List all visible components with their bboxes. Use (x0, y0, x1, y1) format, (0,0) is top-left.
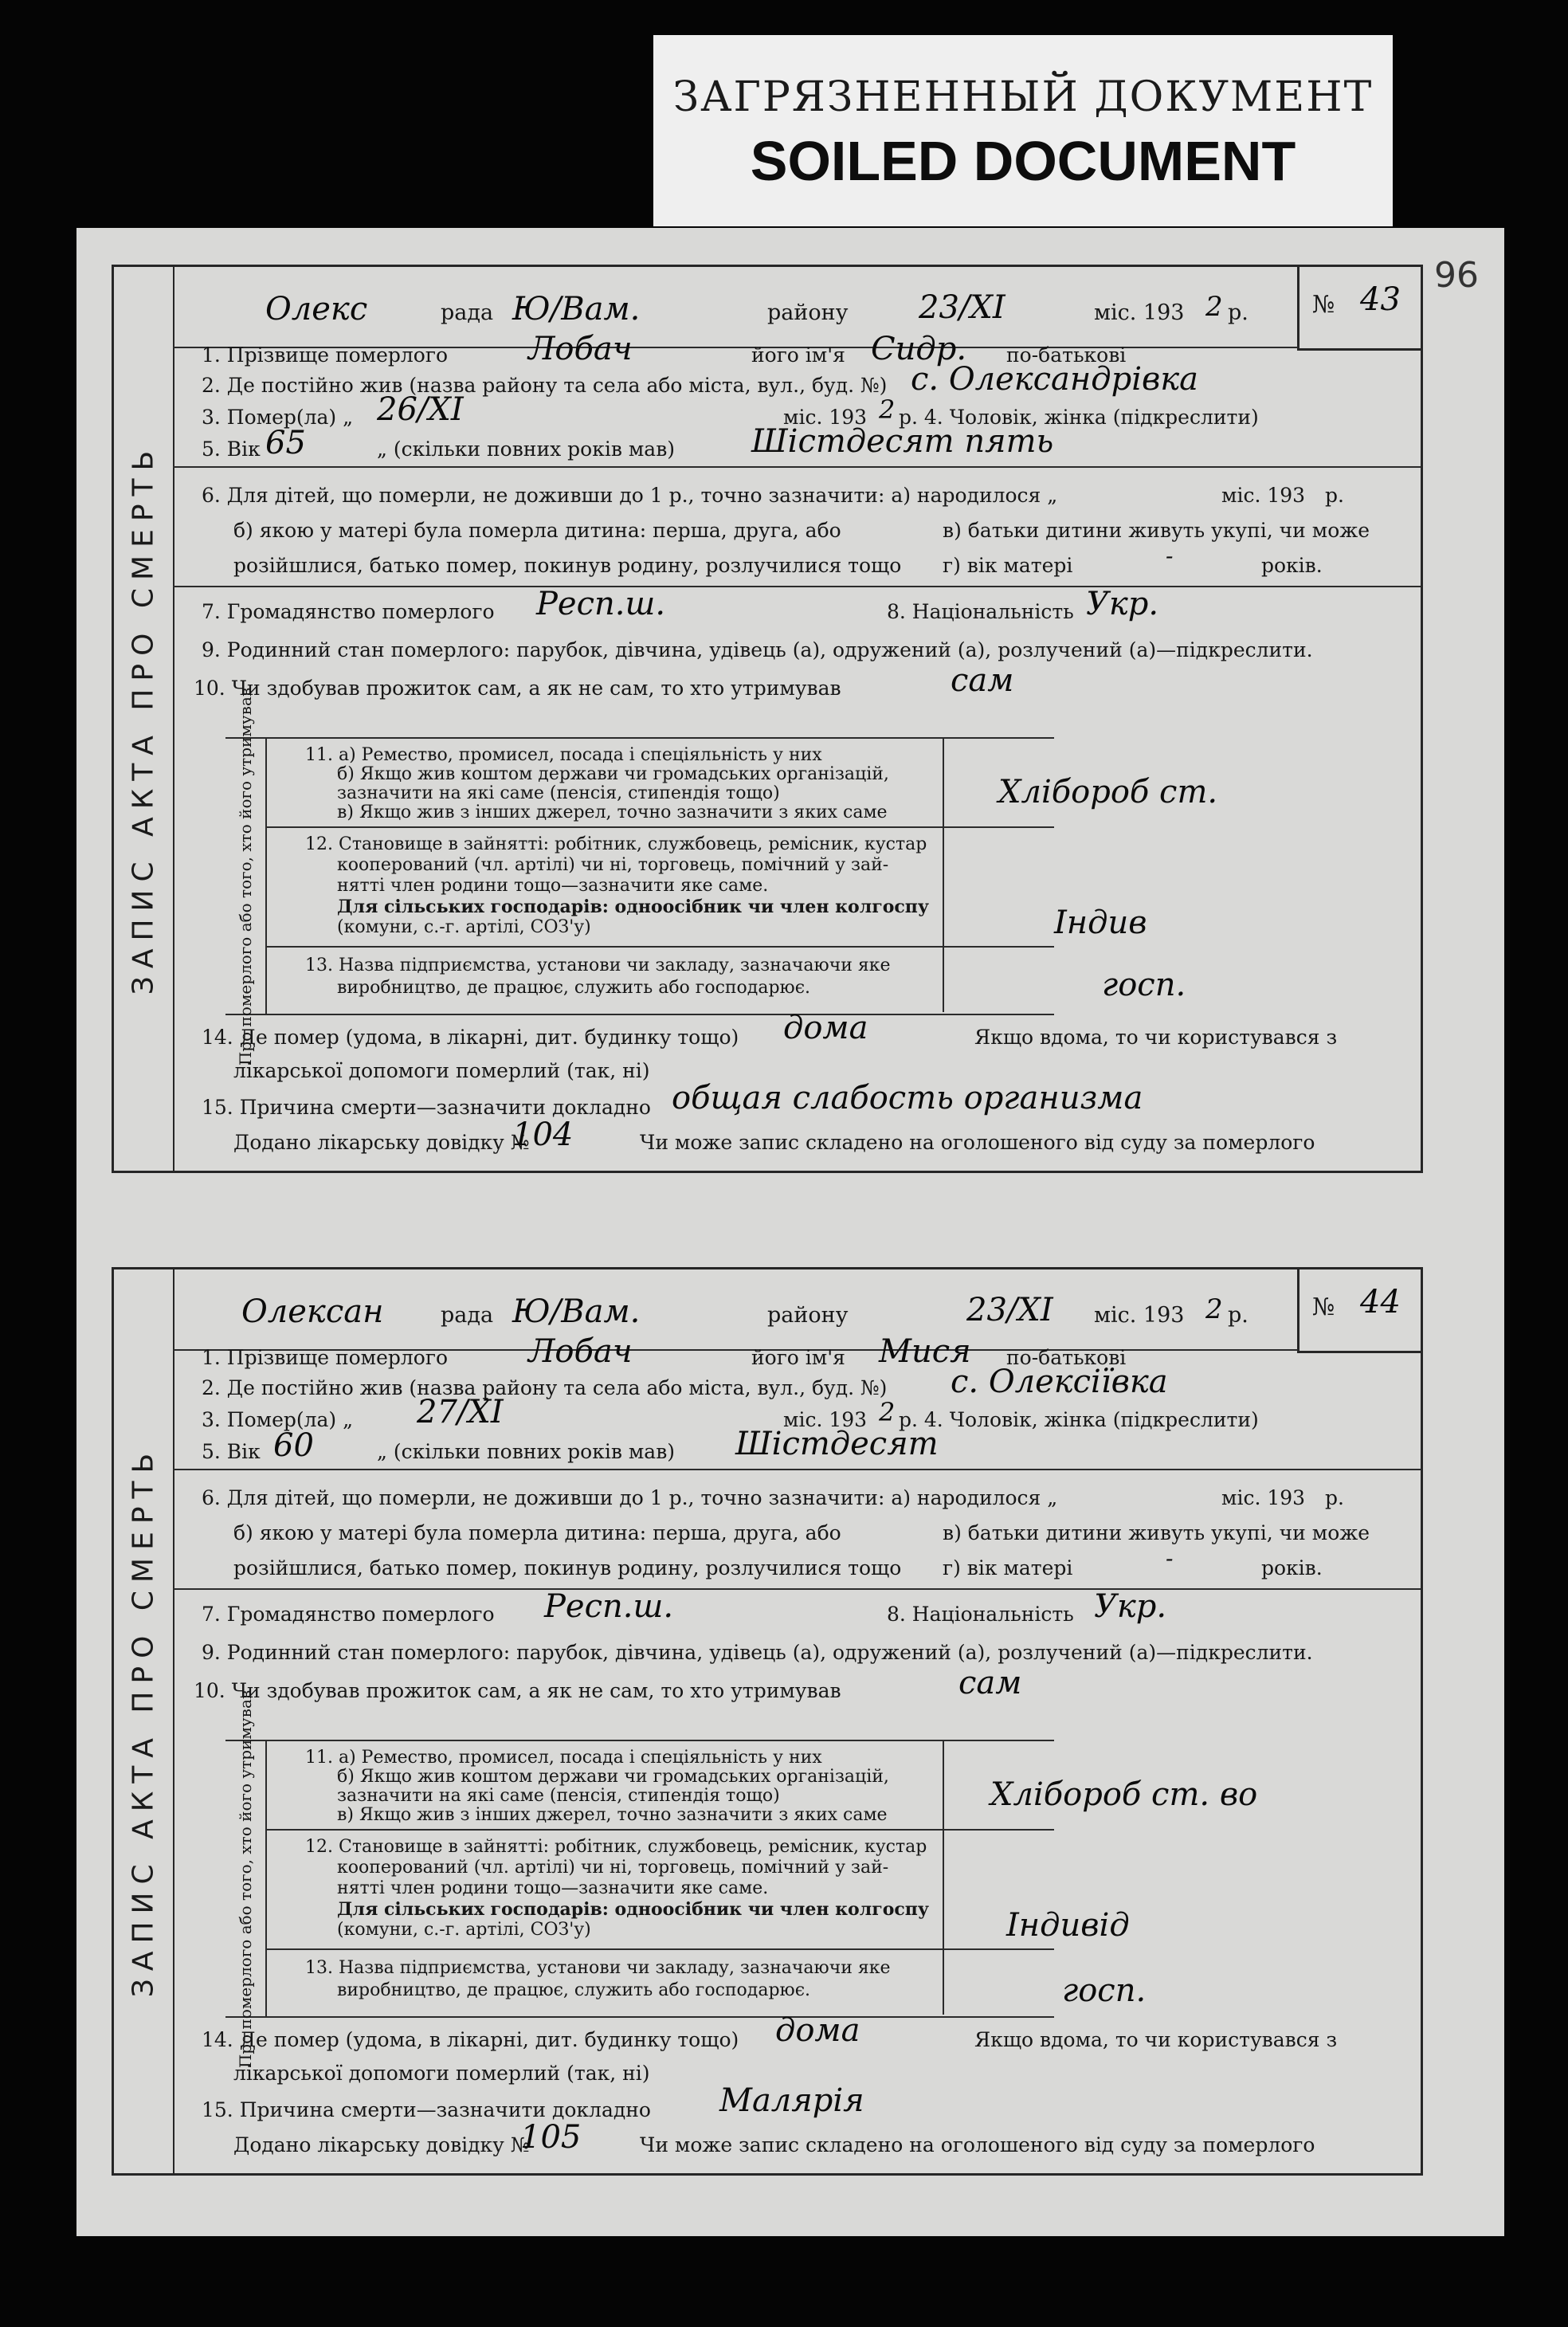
q1-patronymic-label: по-батькові (1006, 343, 1127, 367)
side-title: ЗАПИС АКТА ПРО СМЕРТЬ (127, 442, 160, 995)
address-value: с. Олександрівка (911, 361, 1199, 398)
citizenship-value: Респ.ш. (544, 1588, 674, 1625)
q14-medical-label: лікарської допомоги померлий (так, ні) (233, 2062, 650, 2085)
q7-citizenship-label: 7. Громадянство померлого (202, 1603, 495, 1626)
year-digit: 2 (1205, 291, 1223, 323)
q10-support-label: 10. Чи здобував прожиток сам, а як не сам, то хто утримував (194, 1679, 841, 1702)
q6b-parents-label: в) батьки дитини живуть укупі, чи може (943, 1521, 1370, 1544)
supported-by-value: сам (951, 662, 1014, 699)
q11-line-2: б) Якщо жив коштом держави чи громадських організацій, (337, 764, 889, 784)
q3-month-label: міс. 193 (783, 1408, 868, 1431)
side-title-column (114, 1269, 174, 2173)
month-year-label: міс. 193 (1094, 300, 1185, 325)
q2-address-label: 2. Де постійно жив (назва району та села або міста, вул., буд. №) (202, 1376, 888, 1399)
q9-marital-label: 9. Родинний стан померлого: парубок, дівчина, удівець (а), одружений (а), розлучений (а)—підкреслити. (202, 638, 1313, 661)
surname-value: Лобач (528, 1333, 633, 1370)
q5-age-label: 5. Вік (202, 438, 261, 461)
death-record-form-2 (112, 1267, 1423, 2176)
q11-line-2: б) Якщо жив коштом держави чи громадських організацій, (337, 1767, 889, 1787)
number-sign: № (1312, 291, 1335, 319)
q4-sex-label: р. 4. Чоловік, жінка (підкреслити) (899, 406, 1259, 429)
q12-line-3: нятті член родини тощо—зазначити яке саме. (337, 876, 769, 896)
q6c-label: розійшлися, батько помер, покинув родину, розлучилися тощо (233, 1556, 902, 1579)
q13-line-1: 13. Назва підприємства, установи чи закладу, зазначаючи яке (305, 956, 891, 975)
raion-value: Ю/Вам. (512, 1293, 641, 1330)
record-number-box (1297, 267, 1421, 351)
label-english: SOILED DOCUMENT (750, 130, 1296, 192)
q6c-mother-age-label: г) вік матері (943, 554, 1073, 577)
side-title: ЗАПИС АКТА ПРО СМЕРТЬ (127, 1445, 160, 1998)
q16-court-label: Чи може запис складено на оголошеного від суду за померлого (640, 1131, 1315, 1154)
q10-support-label: 10. Чи здобував прожиток сам, а як не сам, то хто утримував (194, 677, 841, 700)
record-date: 23/XI (966, 1292, 1053, 1328)
q11-line-4: в) Якщо жив з інших джерел, точно зазначити з яких саме (337, 1805, 888, 1825)
q9-marital-label: 9. Родинний стан померлого: парубок, дівчина, удівець (а), одружений (а), розлучений (а)—підкреслити. (202, 1641, 1313, 1664)
death-year-digit: 2 (879, 1397, 896, 1427)
q7-citizenship-label: 7. Громадянство померлого (202, 600, 495, 623)
death-date-value: 26/XI (377, 391, 464, 428)
q6a-year-label: р. (1325, 1486, 1344, 1509)
q1-name-label: його ім'я (751, 1346, 845, 1369)
q1-surname-label: 1. Прізвище померлого (202, 1346, 448, 1369)
q12-line-1: 12. Становище в зайнятті: робітник, службовець, ремісник, кустар (305, 834, 927, 854)
q6c-mother-age-label: г) вік матері (943, 1556, 1073, 1579)
q12-line-5: (комуни, с.-г. артілі, СОЗ'у) (337, 917, 591, 937)
q13-line-2: виробництво, де працює, служить або господарює. (337, 978, 811, 998)
supported-by-value: сам (958, 1665, 1022, 1701)
q14-place-label: 14. Де помер (удома, в лікарні, дит. будинку тощо) (202, 1026, 739, 1049)
certificate-number: 104 (512, 1116, 574, 1153)
place-of-death-value: дома (775, 2012, 860, 2049)
q11-line-4: в) Якщо жив з інших джерел, точно зазначити з яких саме (337, 802, 888, 822)
q8-nationality-label: 8. Національність (887, 600, 1074, 623)
q6c-years-label: років. (1261, 554, 1323, 577)
q13-line-1: 13. Назва підприємства, установи чи закладу, зазначаючи яке (305, 1958, 891, 1978)
age-words-value: Шістдесят (735, 1426, 939, 1462)
age-words-value: Шістдесят пять (751, 423, 1054, 460)
nationality-value: Укр. (1094, 1588, 1167, 1625)
address-value: с. Олексіївка (951, 1364, 1168, 1400)
q14-home-label: Якщо вдома, то чи користувався з (974, 2028, 1338, 2051)
name-value: Сидр. (871, 331, 967, 367)
q3-death-label: 3. Помер(ла) „ (202, 406, 354, 429)
q14-place-label: 14. Де помер (удома, в лікарні, дит. будинку тощо) (202, 2028, 739, 2051)
q13-line-2: виробництво, де працює, служить або господарює. (337, 1980, 811, 2000)
age-value: 60 (273, 1427, 314, 1464)
q16-court-label: Чи може запис складено на оголошеного від суду за померлого (640, 2133, 1315, 2156)
q11-line-1: 11. а) Ремество, промисел, посада і спеціяльність у них (305, 1748, 822, 1768)
year-suffix: р. (1228, 300, 1249, 325)
surname-value: Лобач (528, 331, 633, 367)
q14-home-label: Якщо вдома, то чи користувався з (974, 1026, 1338, 1049)
position-value: Індив (1054, 905, 1147, 941)
q11-line-3: зазначити на які саме (пенсія, стипендія тощо) (337, 1786, 780, 1806)
q6a-month-label: міс. 193 (1221, 484, 1306, 507)
q15-cause-label: 15. Причина смерти—зазначити докладно (202, 1096, 651, 1119)
rada-value: Олексан (241, 1293, 384, 1330)
record-number-box (1297, 1269, 1421, 1353)
q6a-label: 6. Для дітей, що померли, не доживши до 1 р., точно зазначити: а) народилося „ (202, 484, 1058, 507)
subtable-side-column (225, 687, 267, 1065)
death-date-value: 27/XI (417, 1394, 504, 1430)
raion-value: Ю/Вам. (512, 291, 641, 328)
q1-name-label: його ім'я (751, 343, 845, 367)
side-title-column (114, 267, 174, 1171)
q11-line-1: 11. а) Ремество, промисел, посада і спеціяльність у них (305, 745, 822, 765)
q3-death-label: 3. Помер(ла) „ (202, 1408, 354, 1431)
raion-label: району (767, 300, 849, 325)
rada-label: рада (441, 1303, 494, 1328)
q12-line-4: Для сільських господарів: одноосібник чи член колгоспу (337, 897, 929, 917)
q12-line-1: 12. Становище в зайнятті: робітник, службовець, ремісник, кустар (305, 1837, 927, 1857)
citizenship-value: Респ.ш. (536, 586, 666, 622)
subtable-side-title: Про померлого або того, хто його утримував (236, 687, 255, 1065)
age-value: 65 (265, 425, 306, 461)
rada-value: Олекс (265, 291, 368, 328)
q1-patronymic-label: по-батькові (1006, 1346, 1127, 1369)
q12-line-4: Для сільських господарів: одноосібник чи член колгоспу (337, 1899, 929, 1920)
occupation-value: Хлібороб ст. (998, 774, 1218, 810)
q11-line-3: зазначити на які саме (пенсія, стипендія тощо) (337, 783, 780, 803)
record-number: 44 (1360, 1284, 1401, 1320)
year-suffix: р. (1228, 1303, 1249, 1328)
year-digit: 2 (1205, 1293, 1223, 1325)
margin-page-number: 96 (1434, 255, 1479, 296)
death-year-digit: 2 (879, 394, 896, 425)
q6c-label: розійшлися, батько помер, покинув родину, розлучилися тощо (233, 554, 902, 577)
workplace-value: госп. (1102, 967, 1186, 1003)
q16-certificate-label: Додано лікарську довідку № (233, 2133, 530, 2156)
label-russian: ЗАГРЯЗНЕННЫЙ ДОКУМЕНТ (672, 73, 1374, 121)
position-value: Індивід (1006, 1907, 1130, 1944)
cause-value: общая слабость организма (672, 1080, 1143, 1116)
q3-month-label: міс. 193 (783, 406, 868, 429)
certificate-number: 105 (520, 2119, 582, 2156)
q6a-year-label: р. (1325, 484, 1344, 507)
q6a-label: 6. Для дітей, що померли, не доживши до 1 р., точно зазначити: а) народилося „ (202, 1486, 1058, 1509)
q14-medical-label: лікарської допомоги померлий (так, ні) (233, 1059, 650, 1082)
q15-cause-label: 15. Причина смерти—зазначити докладно (202, 2098, 651, 2121)
q6b-label: б) якою у матері була померла дитина: перша, друга, або (233, 519, 841, 542)
place-of-death-value: дома (783, 1010, 868, 1046)
soiled-document-label (653, 35, 1393, 226)
q6b-parents-label: в) батьки дитини живуть укупі, чи може (943, 519, 1370, 542)
q5-age-note: „ (скільки повних років мав) (377, 438, 676, 461)
q5-age-note: „ (скільки повних років мав) (377, 1440, 676, 1463)
q12-line-3: нятті член родини тощо—зазначити яке саме. (337, 1878, 769, 1898)
q2-address-label: 2. Де постійно жив (назва району та села або міста, вул., буд. №) (202, 374, 888, 397)
record-number: 43 (1360, 281, 1401, 318)
number-sign: № (1312, 1293, 1335, 1321)
workplace-value: госп. (1062, 1972, 1147, 2009)
q8-nationality-label: 8. Національність (887, 1603, 1074, 1626)
q12-line-5: (комуни, с.-г. артілі, СОЗ'у) (337, 1920, 591, 1940)
record-date: 23/XI (919, 289, 1005, 326)
q1-surname-label: 1. Прізвище померлого (202, 343, 448, 367)
q6b-label: б) якою у матері була померла дитина: перша, друга, або (233, 1521, 841, 1544)
q12-line-2: кооперований (чл. артілі) чи ні, торговець, помічний у зай- (337, 855, 889, 875)
raion-label: району (767, 1303, 849, 1328)
cause-value: Малярія (719, 2082, 864, 2119)
mother-age-value: - (1166, 543, 1174, 569)
q4-sex-label: р. 4. Чоловік, жінка (підкреслити) (899, 1408, 1259, 1431)
nationality-value: Укр. (1086, 586, 1159, 622)
month-year-label: міс. 193 (1094, 1303, 1185, 1328)
q5-age-label: 5. Вік (202, 1440, 261, 1463)
rada-label: рада (441, 300, 494, 325)
name-value: Мися (879, 1333, 971, 1370)
q12-line-2: кооперований (чл. артілі) чи ні, торговець, помічний у зай- (337, 1858, 889, 1878)
death-record-form-1 (112, 265, 1423, 1173)
q16-certificate-label: Додано лікарську довідку № (233, 1131, 530, 1154)
q6a-month-label: міс. 193 (1221, 1486, 1306, 1509)
subtable-side-title: Про померлого або того, хто його утримував (236, 1689, 255, 2068)
mother-age-value: - (1166, 1545, 1174, 1572)
occupation-value: Хлібороб ст. во (990, 1776, 1258, 1813)
q6c-years-label: років. (1261, 1556, 1323, 1579)
subtable-side-column (225, 1689, 267, 2068)
